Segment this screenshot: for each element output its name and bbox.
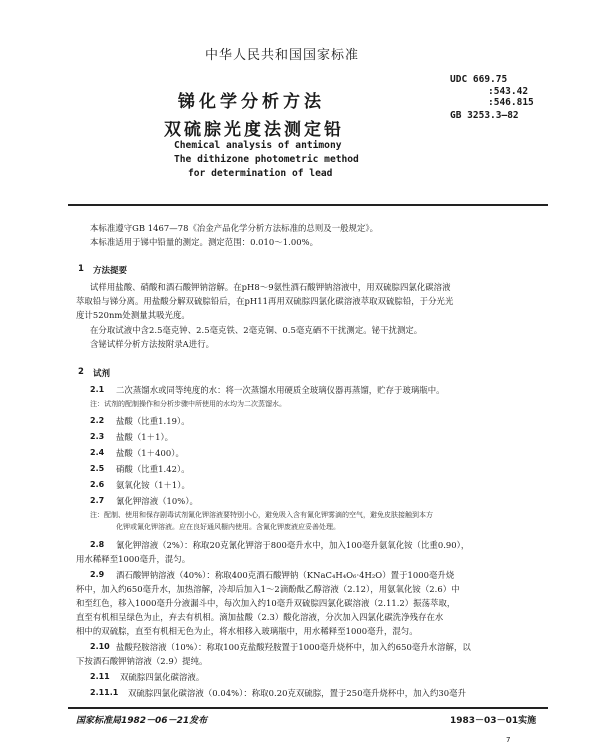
- section-1-para3: 含铋试样分析方法按附录A进行。: [90, 339, 215, 349]
- gb-number: GB 3253.3—82: [450, 110, 519, 121]
- section-2-number: 2: [78, 367, 84, 377]
- section-1-number: 1: [78, 264, 84, 274]
- item-2-4-number: 2.4: [90, 448, 105, 457]
- item-2-10-text-line2: 下按酒石酸钾钠溶液（2.9）提纯。: [76, 656, 208, 666]
- item-2-10-number: 2.10: [90, 642, 110, 651]
- item-2-2-number: 2.2: [90, 416, 105, 425]
- english-title-line3: for determination of lead: [188, 168, 333, 179]
- page-title: 锑化学分析方法: [178, 92, 325, 112]
- footer-divider: [68, 707, 548, 709]
- section-1-para1-line3: 度计520nm处测量其吸光度。: [76, 310, 190, 320]
- section-2-title: 试剂: [93, 369, 111, 379]
- item-2-1-note: 注：试剂的配制操作和分析步骤中所使用的水均为二次蒸馏水。: [90, 400, 286, 408]
- item-2-11-1-text: 双硫腙四氯化碳溶液（0.04%）：称取0.20克双硫腙，置于250毫升烧杯中，加入约30毫升: [128, 688, 466, 698]
- udc-code-line2: :543.42: [488, 86, 529, 97]
- item-2-8-text-line2: 用水稀释至1000毫升，混匀。: [76, 554, 191, 564]
- item-2-8-text-line1: 氰化钾溶液（2%）：称取20克氰化钾溶于800毫升水中，加入100毫升氨氧化铵（比重0.90），: [116, 540, 470, 550]
- udc-code-line3: :546.815: [488, 97, 534, 108]
- section-1-para2: 在分取试液中含2.5毫克钟、2.5毫克铁、2毫克铜、0.5毫克硒不干扰测定。铋干扰测定。: [90, 325, 423, 335]
- item-2-7-text: 氰化钾溶液（10%）。: [116, 496, 198, 506]
- item-2-4-text: 盐酸（1＋400）。: [116, 448, 184, 458]
- page-number: 7: [506, 736, 511, 744]
- item-2-2-text: 盐酸（比重1.19）。: [116, 416, 190, 426]
- item-2-9-number: 2.9: [90, 570, 105, 579]
- item-2-9-text-line4: 直至有机相呈绿色为止，弃去有机相。滴加盐酸（2.3）酸化溶液，分次加入四氯化碳洗净残存在水: [76, 612, 444, 622]
- item-2-5-text: 硝酸（比重1.42）。: [116, 464, 190, 474]
- section-1-para1-line2: 萃取铅与锑分离。用盐酸分解双硫腙铅后，在pH11再用双硫腙四氯化碳溶液萃取双硫腙铅，于分光光: [76, 296, 454, 306]
- item-2-3-text: 盐酸（1＋1）。: [116, 432, 174, 442]
- header-divider: [68, 204, 548, 206]
- item-2-7-number: 2.7: [90, 496, 105, 505]
- item-2-7-note-line1: 注：配制、使用和保存剧毒试剂氰化钾溶液要特别小心，避免吸入含有氰化钾雾滴的空气，避免皮肤接触到本方: [90, 511, 433, 519]
- item-2-1-text: 二次蒸馏水或同等纯度的水：将一次蒸馏水用硬质全玻璃仪器再蒸馏，贮存于玻璃瓶中。: [116, 385, 445, 395]
- item-2-11-number: 2.11: [90, 672, 110, 681]
- item-2-9-text-line2: 杯中，加入约650毫升水，加热溶解，冷却后加入1～2滴酚酞乙醇溶液（2.12），用氨氧化铵（2.6）中: [76, 584, 460, 594]
- item-2-3-number: 2.3: [90, 432, 105, 441]
- intro-line2: 本标准适用于锑中铅量的测定。测定范围：0.010～1.00%。: [90, 237, 319, 247]
- section-1-para1-line1: 试样用盐酸、硝酸和酒石酸钾钠溶解。在pH8～9氨性酒石酸钾钠溶液中，用双硫腙四氯化碳溶液: [90, 282, 451, 292]
- item-2-9-text-line5: 相中的双硫腙，直至有机相无色为止，将水相移入玻璃瓶中，用水稀释至1000毫升，混匀。: [76, 626, 418, 636]
- item-2-5-number: 2.5: [90, 464, 105, 473]
- item-2-11-1-number: 2.11.1: [90, 688, 119, 697]
- issue-date: 国家标准局1982－06－21发布: [76, 716, 208, 726]
- item-2-6-number: 2.6: [90, 480, 105, 489]
- section-1-title: 方法提要: [93, 266, 128, 276]
- item-2-6-text: 氨氧化铵（1＋1）。: [116, 480, 190, 490]
- item-2-7-note-line2: 化钾或氰化钾溶液。应在良好通风橱内使用。含氰化钾废液应妥善处理。: [116, 523, 340, 531]
- english-title-line2: The dithizone photometric method: [174, 154, 359, 165]
- item-2-8-number: 2.8: [90, 540, 105, 549]
- item-2-9-text-line3: 和至红色，移入1000毫升分液漏斗中，每次加入约10毫升双硫腙四氯化碳溶液（2.11.2）振荡萃取，: [76, 598, 456, 608]
- item-2-10-text-line1: 盐酸羟胺溶液（10%）：称取100克盐酸羟胺置于1000毫升烧杯中，加入约650毫升水溶解，以: [116, 642, 471, 652]
- effective-date: 1983－03－01实施: [450, 716, 537, 726]
- item-2-11-text: 双硫腙四氯化碳溶液。: [120, 672, 205, 682]
- item-2-9-text-line1: 酒石酸钾钠溶液（40%）：称取400克酒石酸钾钠（KNaC₄H₄O₆·4H₂O）置于1000毫升烧: [116, 570, 455, 580]
- item-2-1-number: 2.1: [90, 385, 105, 394]
- english-title-line1: Chemical analysis of antimony: [174, 140, 342, 151]
- standard-org-heading: 中华人民共和国国家标准: [205, 48, 360, 63]
- intro-line1: 本标准遵守GB 1467—78《冶金产品化学分析方法标准的总则及一般规定》。: [90, 223, 379, 233]
- udc-code: UDC 669.75: [450, 74, 508, 85]
- page-subtitle: 双硫腙光度法测定铅: [164, 120, 344, 140]
